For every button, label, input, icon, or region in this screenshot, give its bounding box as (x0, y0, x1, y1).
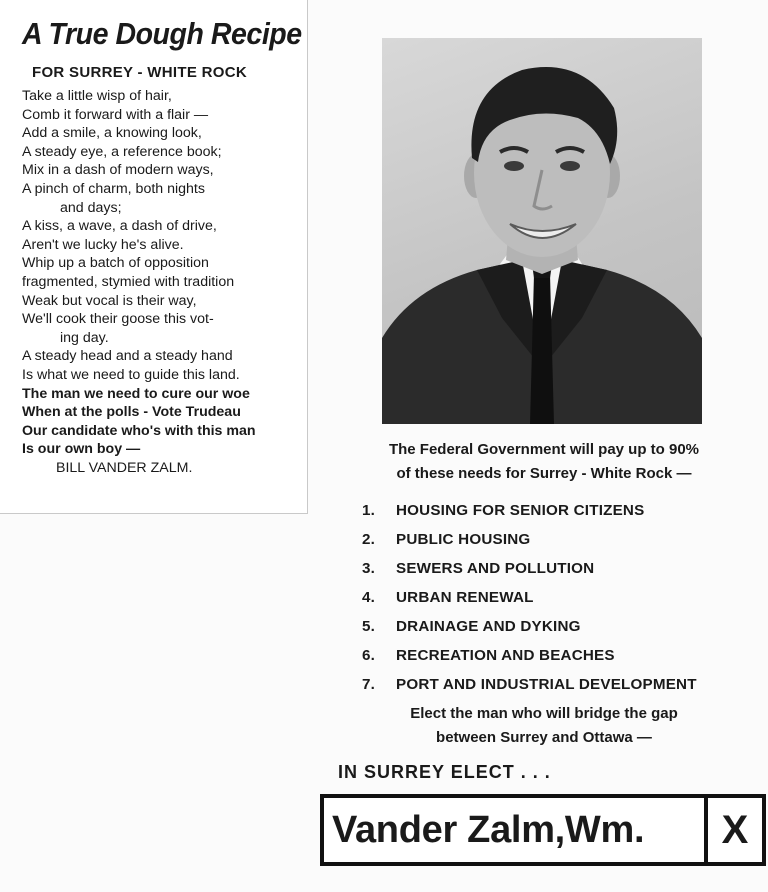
bridge-line: between Surrey and Ottawa — (436, 729, 652, 746)
poem-line: A steady eye, a reference book; (22, 143, 222, 160)
poem-line: fragmented, stymied with tradition (22, 273, 235, 290)
recipe-subtitle: FOR SURREY - WHITE ROCK (32, 64, 247, 81)
poem-line: Our candidate who's with this man (22, 422, 256, 439)
needs-list (362, 496, 697, 699)
bridge-statement (330, 702, 758, 750)
recipe-clipping (0, 0, 308, 514)
list-number: 7. (362, 676, 376, 693)
list-label: PUBLIC HOUSING (396, 531, 531, 548)
list-item (362, 612, 697, 641)
list-number: 1. (362, 502, 376, 519)
list-item (362, 525, 697, 554)
poem-line: ing day. (60, 329, 109, 346)
poem-line: Weak but vocal is their way, (22, 292, 197, 309)
poem-line: A steady head and a steady hand (22, 348, 233, 365)
list-item (362, 670, 697, 699)
candidate-portrait (382, 38, 702, 424)
list-number: 2. (362, 531, 376, 548)
list-number: 6. (362, 647, 376, 664)
list-label: SEWERS AND POLLUTION (396, 560, 595, 577)
ballot-box (320, 794, 766, 866)
poem-line: When at the polls - Vote Trudeau (22, 404, 241, 421)
list-item (362, 641, 697, 670)
poem-line: Comb it forward with a flair — (22, 106, 209, 123)
poem-line: A pinch of charm, both nights (22, 180, 205, 197)
poem-line: Is our own boy — (22, 441, 141, 458)
bridge-line: Elect the man who will bridge the gap (410, 705, 678, 722)
list-number: 3. (362, 560, 376, 577)
poem-signature: BILL VANDER ZALM. (56, 459, 193, 476)
list-label: HOUSING FOR SENIOR CITIZENS (396, 502, 645, 519)
list-label: RECREATION AND BEACHES (396, 647, 615, 664)
list-number: 5. (362, 618, 376, 635)
intro-line: of these needs for Surrey - White Rock — (396, 465, 692, 482)
poem-line: We'll cook their goose this vot- (22, 311, 214, 328)
ballot-mark: X (704, 798, 762, 862)
elect-label: IN SURREY ELECT . . . (338, 762, 551, 782)
poem-line: A kiss, a wave, a dash of drive, (22, 218, 217, 235)
poem-line: Aren't we lucky he's alive. (22, 236, 184, 253)
poem-line: The man we need to cure our woe (22, 385, 250, 402)
poem-line: Mix in a dash of modern ways, (22, 162, 214, 179)
list-number: 4. (362, 589, 376, 606)
portrait-illustration (382, 38, 702, 424)
recipe-title: A True Dough Recipe (22, 16, 302, 51)
federal-funding-intro (330, 438, 758, 486)
poem-line: Is what we need to guide this land. (22, 366, 240, 383)
list-label: URBAN RENEWAL (396, 589, 534, 606)
poem-line: Whip up a batch of opposition (22, 255, 209, 272)
poem (22, 87, 291, 477)
list-item (362, 583, 697, 612)
poem-line: and days; (60, 199, 122, 216)
list-item (362, 554, 697, 583)
intro-line: The Federal Government will pay up to 90% (388, 441, 700, 458)
list-label: PORT AND INDUSTRIAL DEVELOPMENT (396, 676, 697, 693)
poem-line: Add a smile, a knowing look, (22, 125, 202, 142)
poem-line: Take a little wisp of hair, (22, 88, 172, 104)
list-item (362, 496, 697, 525)
ballot-candidate-name: Vander Zalm,Wm. (332, 809, 645, 851)
list-label: DRAINAGE AND DYKING (396, 618, 581, 635)
